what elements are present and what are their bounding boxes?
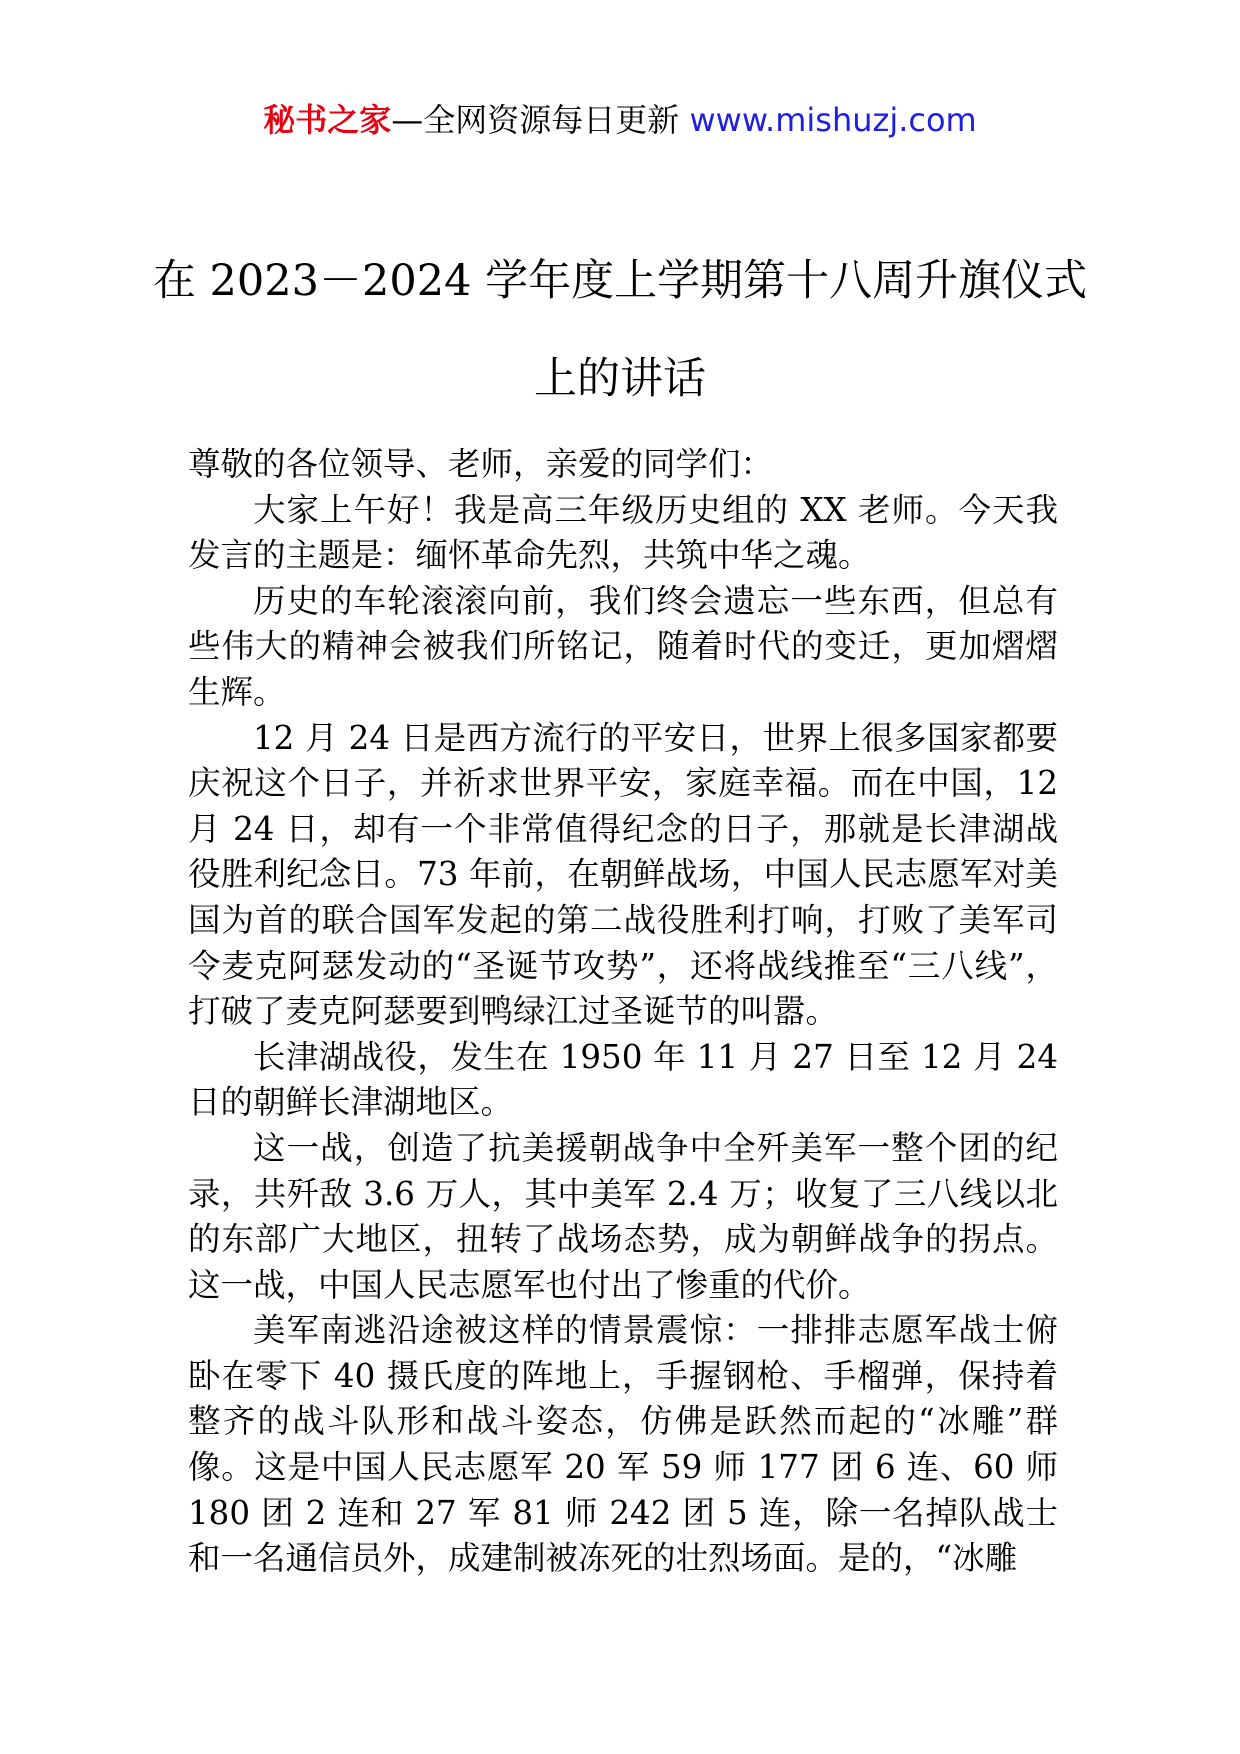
document-title: 在 2023－2024 学年度上学期第十八周升旗仪式上的讲话 — [152, 256, 1088, 404]
body-paragraph: 历史的车轮滚滚向前，我们终会遗忘一些东西，但总有些伟大的精神会被我们所铭记，随着时代的变迁，更加熠熠生辉。 — [188, 581, 1058, 711]
body-paragraph: 大家上午好！我是高三年级历史组的 XX 老师。今天我发言的主题是：缅怀革命先烈，共筑中华之魂。 — [188, 490, 1058, 575]
body-paragraph: 这一战，创造了抗美援朝战争中全歼美军一整个团的纪录，共歼敌 3.6 万人，其中美军 2.4 万；收复了三八线以北的东部广大地区，扭转了战场态势，成为朝鲜战争的拐点。这一战，中国人民志愿军也付出了惨重的代价。 — [188, 1128, 1058, 1304]
site-slogan: —全网资源每日更新 — [391, 101, 680, 139]
site-brand: 秘书之家 — [263, 101, 392, 139]
body-paragraph: 美军南逃沿途被这样的情景震惊：一排排志愿军战士俯卧在零下 40 摄氏度的阵地上，手握钢枪、手榴弹，保持着整齐的战斗队形和战斗姿态，仿佛是跃然而起的“冰雕”群像。这是中国人民志愿军 20 军 59 师 177 团 6 连、60 师 180 团 2 连和 27 军 81 师 242 团 5 连，除一名掉队战士和一名通信员外，成建制被冻死的壮烈场面。是的，“冰雕 — [188, 1311, 1058, 1578]
body-paragraph: 长津湖战役，发生在 1950 年 11 月 27 日至 12 月 24 日的朝鲜长津湖地区。 — [188, 1037, 1058, 1122]
site-url-link[interactable]: www.mishuzj.com — [689, 101, 977, 139]
body-paragraph: 12 月 24 日是西方流行的平安日，世界上很多国家都要庆祝这个日子，并祈求世界平安，家庭幸福。而在中国，12 月 24 日，却有一个非常值得纪念的日子，那就是长津湖战役胜利纪念日。73 年前，在朝鲜战场，中国人民志愿军对美国为首的联合国军发起的第二战役胜利打响，打败了美军司令麦克阿瑟发动的“圣诞节攻势”，还将战线推至“三八线”，打破了麦克阿瑟要到鸭绿江过圣诞节的叫嚣。 — [188, 718, 1058, 1031]
salutation-paragraph: 尊敬的各位领导、老师，亲爱的同学们： — [188, 445, 774, 483]
document-body — [188, 442, 1058, 1582]
site-header — [0, 100, 1240, 140]
